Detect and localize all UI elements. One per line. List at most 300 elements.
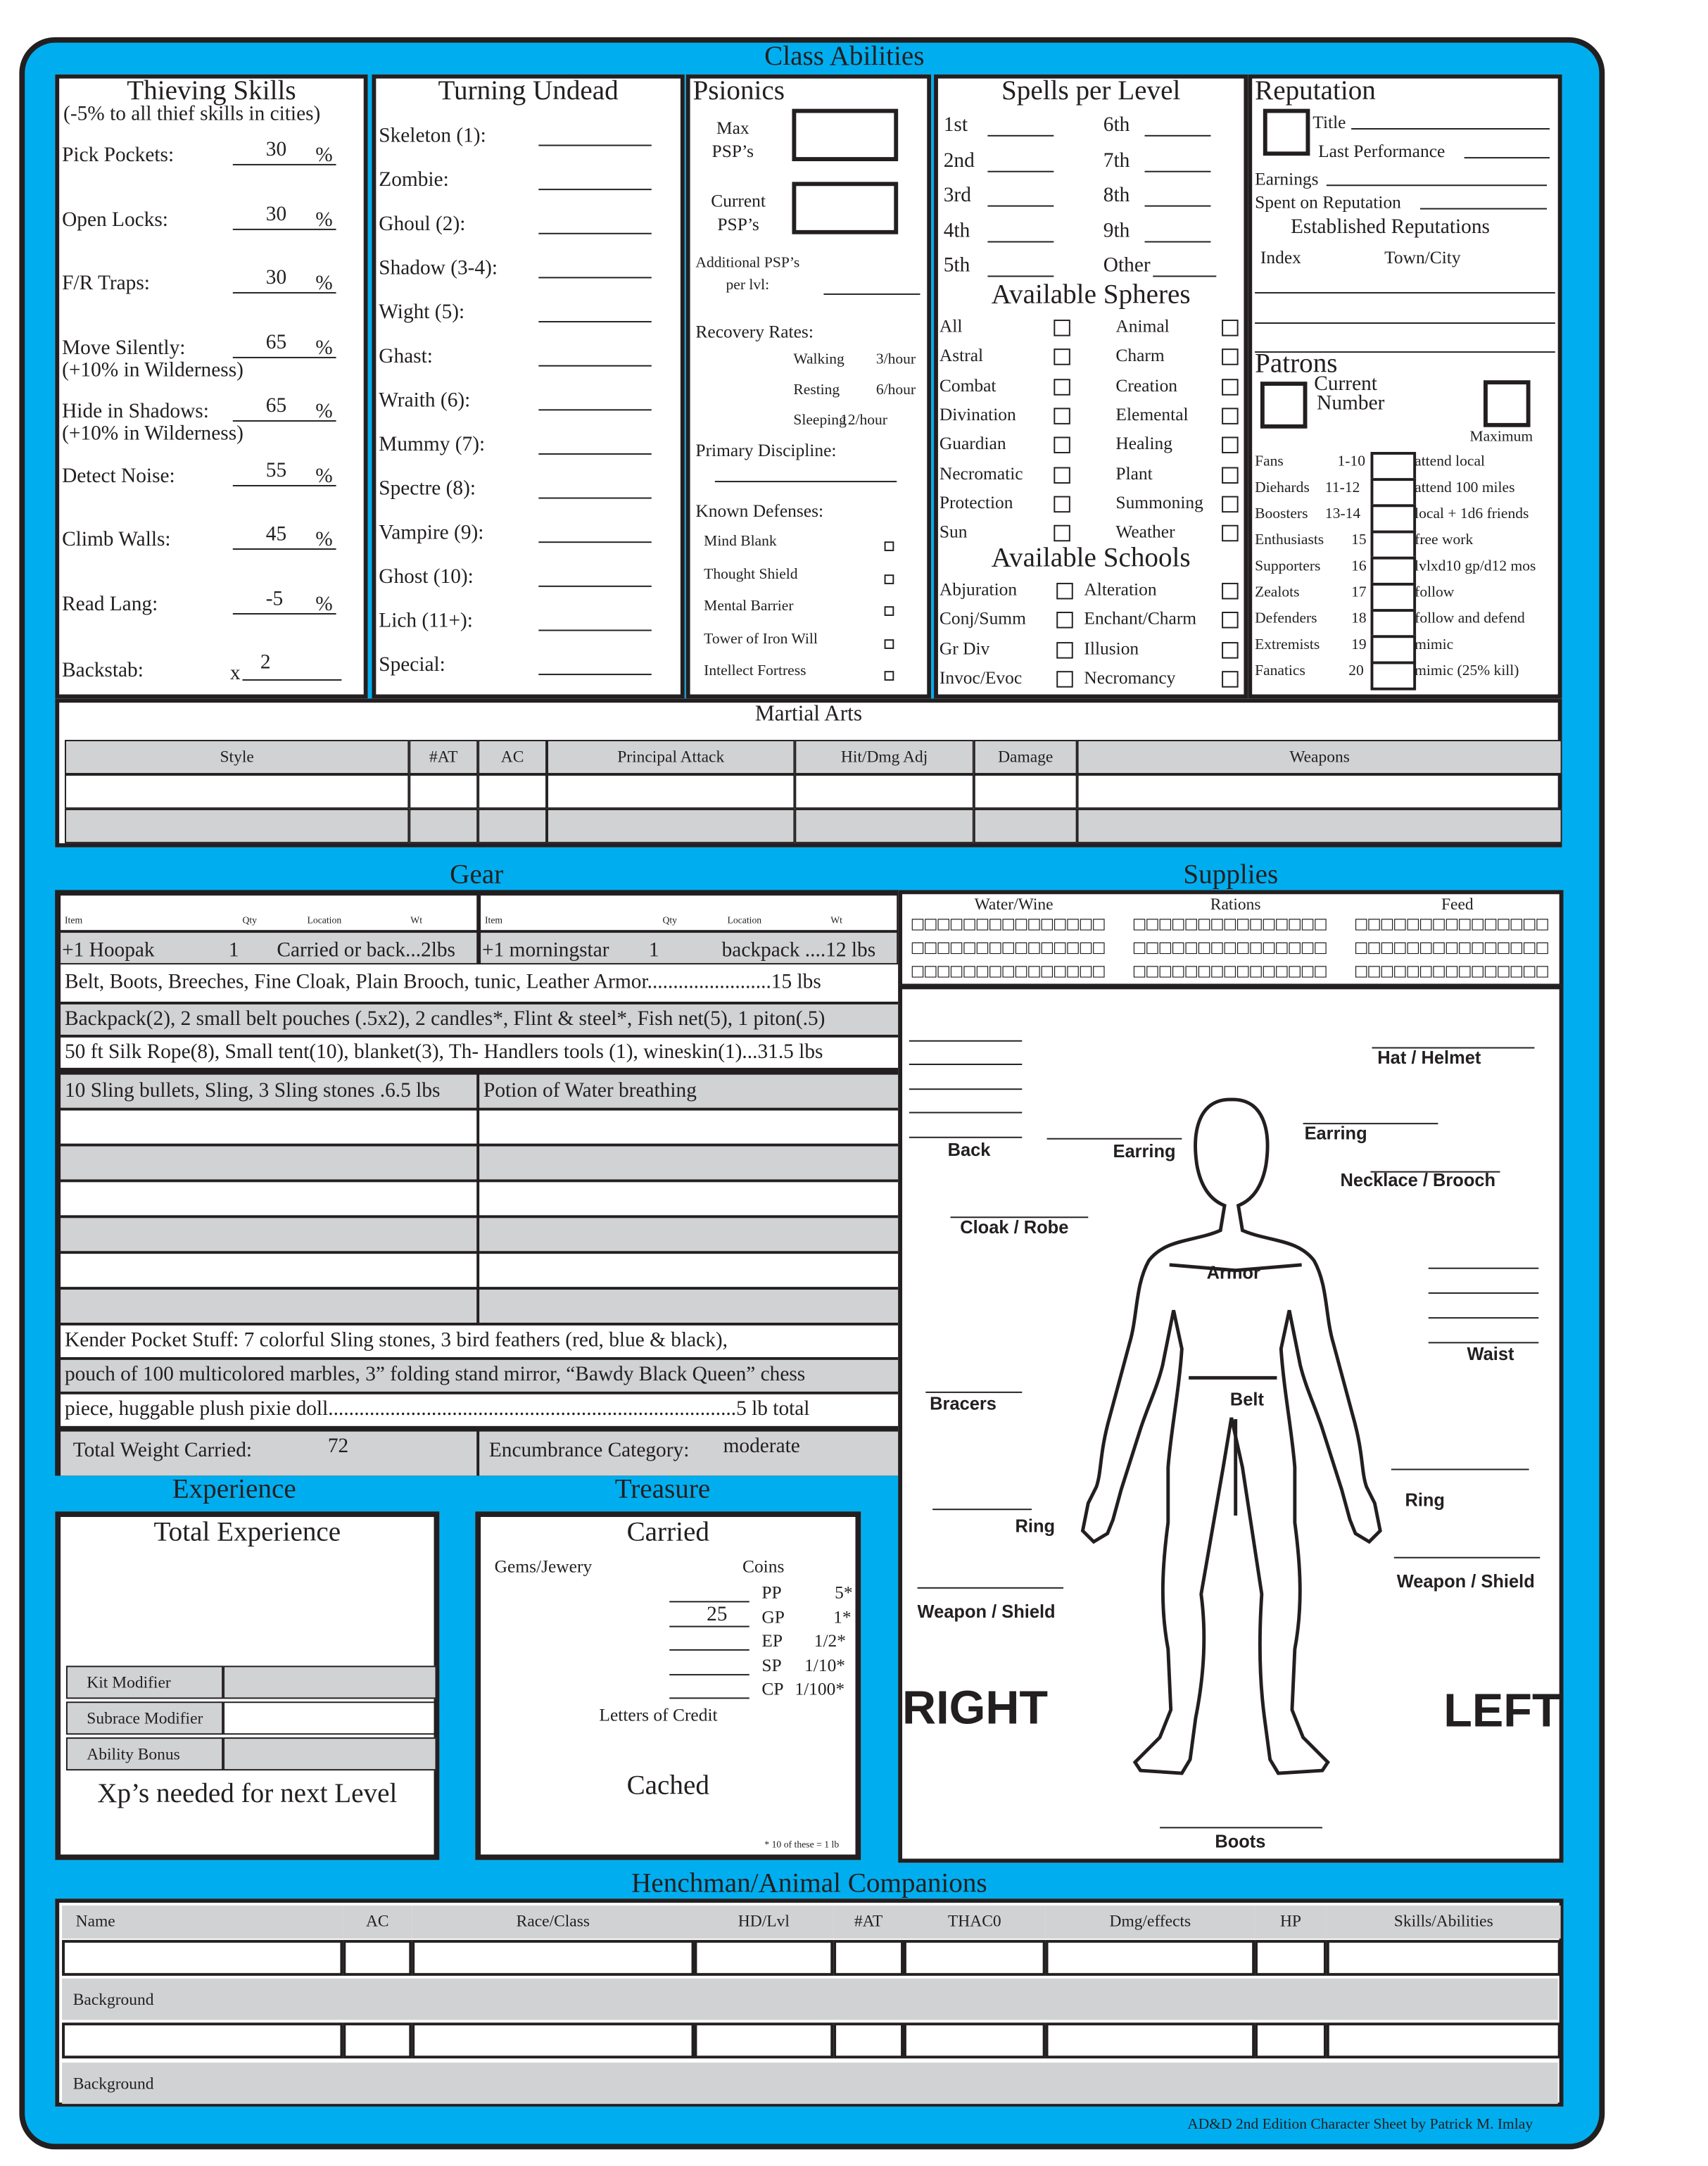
slot-write-line[interactable] (918, 1587, 1063, 1589)
undead-label: Lich (11+): (379, 610, 473, 633)
skill-label: Pick Pockets: (62, 144, 175, 167)
established-reputation-field[interactable] (1255, 292, 1555, 294)
school-label: Alteration (1084, 579, 1157, 600)
modifier-label: Subrace Modifier (66, 1701, 223, 1734)
martial-cell[interactable] (65, 809, 409, 843)
sphere-checkbox[interactable] (1222, 408, 1238, 424)
slot-write-line[interactable] (1160, 1827, 1322, 1828)
undead-label: Zombie: (379, 169, 449, 192)
additional-psp-field[interactable] (823, 294, 920, 295)
coin-code: CP (761, 1677, 784, 1699)
henchman-cell[interactable] (904, 1940, 1046, 1976)
spell-level-field[interactable] (987, 206, 1054, 207)
patron-count-box[interactable] (1371, 557, 1417, 586)
undead-field[interactable] (538, 629, 651, 631)
supply-checkbox-row: □□□□□□□□□□□□□□□ (910, 914, 1105, 933)
henchman-cell[interactable] (412, 1940, 694, 1976)
sphere-label: Sun (939, 521, 968, 542)
spent-field[interactable] (1420, 208, 1547, 210)
patron-count-box[interactable] (1371, 583, 1417, 612)
slot-write-line[interactable] (909, 1064, 1022, 1065)
class-abilities-title: Class Abilities (764, 41, 925, 72)
known-defenses-label: Known Defenses: (695, 500, 824, 521)
gear-cell[interactable] (61, 1182, 476, 1215)
skill-note: (+10% in Wilderness) (62, 358, 243, 382)
thieving-title: Thieving Skills (127, 75, 296, 106)
spell-level-field[interactable] (1145, 241, 1211, 242)
slot-write-line[interactable] (1429, 1292, 1539, 1294)
gear-title: Gear (450, 860, 504, 890)
gear-line[interactable]: Belt, Boots, Breeches, Fine Cloak, Plain Brooch, tunic, Leather Armor........................15 lbs (61, 964, 898, 1002)
spell-level-field[interactable] (1145, 206, 1211, 207)
earnings-field[interactable] (1327, 184, 1547, 186)
max-psp-box[interactable] (792, 109, 898, 161)
henchman-cell[interactable] (62, 1940, 343, 1976)
skill-label: Move Silently: (62, 336, 186, 359)
defense-checkbox[interactable] (885, 671, 894, 681)
martial-header: Damage (974, 740, 1077, 774)
modifier-field[interactable] (223, 1701, 436, 1734)
martial-title: Martial Arts (754, 703, 863, 726)
gear-header: Wt (410, 914, 423, 926)
undead-field[interactable] (538, 233, 651, 234)
rate-label: Sleeping (793, 412, 847, 429)
undead-label: Mummy (7): (379, 434, 486, 456)
henchman-title: Henchman/Animal Companions (631, 1868, 987, 1899)
skill-label: F/R Traps: (62, 272, 150, 295)
gear-cell[interactable] (61, 1218, 476, 1251)
defense-label: Mental Barrier (704, 598, 794, 615)
henchman-header: THAC0 (904, 1906, 1046, 1939)
spell-level-label: 6th (1103, 114, 1130, 137)
modifier-field[interactable] (223, 1666, 436, 1699)
modifier-field[interactable] (223, 1737, 436, 1770)
sphere-checkbox[interactable] (1054, 320, 1070, 336)
gear-line[interactable]: 50 ft Silk Rope(8), Small tent(10), blanket(3), Th- Handlers tools (1), wineskin(1)...31.5 lbs (61, 1038, 898, 1068)
spell-level-field[interactable] (1153, 275, 1216, 277)
patron-effect: mimic (25% kill) (1415, 662, 1519, 679)
patron-type: Enthusiasts (1255, 531, 1324, 549)
sphere-label: Weather (1115, 521, 1175, 542)
percent-sign: % (315, 593, 333, 615)
slot-write-line[interactable] (1372, 1047, 1534, 1049)
current-number-box[interactable] (1260, 382, 1308, 429)
sphere-label: Animal (1115, 315, 1170, 336)
defense-label: Mind Blank (704, 533, 777, 550)
undead-label: Skeleton (1): (379, 125, 486, 148)
sphere-checkbox[interactable] (1054, 467, 1070, 483)
undead-field[interactable] (538, 541, 651, 543)
reputation-box[interactable] (1263, 109, 1310, 156)
skill-value: 45 (265, 523, 287, 546)
skill-label: Open Locks: (62, 208, 168, 231)
gear-cell[interactable] (61, 1146, 476, 1179)
letters-of-credit-label: Letters of Credit (599, 1704, 718, 1725)
undead-label: Ghost (10): (379, 566, 474, 588)
percent-sign: % (315, 401, 333, 423)
patron-count-box[interactable] (1371, 452, 1417, 481)
gear-header: Item (484, 914, 503, 926)
gear-cell[interactable] (479, 1254, 898, 1287)
slot-write-line[interactable] (909, 1088, 1022, 1090)
martial-header: AC (478, 740, 547, 774)
henchman-cell[interactable] (694, 2022, 833, 2058)
sphere-checkbox[interactable] (1222, 496, 1238, 512)
slot-write-line[interactable] (1303, 1123, 1438, 1124)
henchman-cell[interactable] (1255, 1940, 1327, 1976)
school-checkbox[interactable] (1222, 612, 1238, 629)
martial-cell[interactable] (547, 809, 795, 843)
slot-write-line[interactable] (1391, 1468, 1529, 1470)
school-checkbox[interactable] (1056, 641, 1073, 657)
patron-range: 13-14 (1324, 505, 1361, 522)
martial-cell[interactable] (795, 809, 973, 843)
skill-value: 30 (265, 139, 287, 162)
martial-cell[interactable] (1077, 774, 1562, 809)
body-slot-label: Armor (1206, 1261, 1260, 1283)
patron-effect: mimic (1415, 636, 1454, 653)
rate-label: Resting (793, 382, 840, 398)
coin-weight: 5* (835, 1581, 853, 1603)
treasure-footnote: * 10 of these = 1 lb (764, 1839, 840, 1851)
rate-label: Walking (793, 351, 844, 368)
slot-write-line[interactable] (909, 1112, 1022, 1114)
defense-checkbox[interactable] (885, 541, 894, 551)
patron-type: Extremists (1255, 636, 1320, 653)
sphere-checkbox[interactable] (1222, 349, 1238, 365)
patron-count-box[interactable] (1371, 531, 1417, 560)
sphere-checkbox[interactable] (1222, 437, 1238, 453)
spell-level-label: 7th (1103, 149, 1130, 172)
last-performance-label: Last Performance (1318, 140, 1446, 162)
henchman-background[interactable]: Background (62, 1979, 1558, 2020)
spell-level-field[interactable] (1145, 170, 1211, 172)
slot-write-line[interactable] (909, 1137, 1022, 1138)
additional-psp-label: Additional PSP’s (695, 255, 800, 272)
body-slot-label: Earring (1304, 1123, 1367, 1144)
martial-cell[interactable] (547, 774, 795, 809)
rep-title-label: Title (1312, 111, 1346, 132)
percent-sign: % (315, 144, 333, 167)
number-label: Number (1317, 392, 1385, 415)
rate-value: 3/hour (875, 351, 916, 368)
patron-count-box[interactable] (1371, 609, 1417, 638)
undead-label: Vampire (9): (379, 522, 484, 545)
percent-sign: % (315, 272, 333, 295)
percent-sign: % (315, 336, 333, 359)
spell-level-field[interactable] (987, 170, 1054, 172)
supply-checkbox-row: □□□□□□□□□□□□□□□ (1132, 962, 1327, 980)
coin-field[interactable] (669, 1601, 749, 1602)
body-slot-label: Boots (1215, 1831, 1266, 1852)
henchman-cell[interactable] (343, 2022, 412, 2058)
slot-write-line[interactable] (925, 1392, 1022, 1393)
henchman-cell[interactable] (412, 2022, 694, 2058)
henchman-header: Race/Class (412, 1906, 694, 1939)
footer-credit: AD&D 2nd Edition Character Sheet by Patrick M. Imlay (1187, 2116, 1533, 2133)
patron-effect: lvlxd10 gp/d12 mos (1415, 558, 1536, 575)
current-psp-box[interactable] (792, 182, 898, 234)
patron-type: Diehards (1255, 479, 1310, 496)
coin-field[interactable] (669, 1697, 749, 1699)
patron-type: Supporters (1255, 558, 1321, 575)
sphere-checkbox[interactable] (1054, 378, 1070, 394)
gear-cell[interactable] (479, 1146, 898, 1179)
turning-undead-panel (372, 75, 684, 699)
encumbrance-label: Encumbrance Category: (488, 1440, 690, 1462)
last-performance-field[interactable] (1465, 157, 1550, 158)
supply-column-label: Rations (1210, 894, 1261, 914)
school-checkbox[interactable] (1056, 671, 1073, 687)
martial-cell[interactable] (409, 774, 478, 809)
spell-level-label: 5th (943, 255, 970, 277)
gear-cell[interactable] (479, 1290, 898, 1323)
gear-cell[interactable] (61, 1290, 476, 1323)
gear-cell[interactable] (61, 1254, 476, 1287)
spell-level-label: 8th (1103, 184, 1130, 207)
undead-field[interactable] (538, 498, 651, 499)
henchman-header: Dmg/effects (1046, 1906, 1255, 1939)
sphere-label: Astral (939, 344, 984, 366)
patron-count-box[interactable] (1371, 504, 1417, 533)
martial-header: Style (65, 740, 409, 774)
sphere-label: Elemental (1115, 403, 1189, 424)
spell-level-field[interactable] (987, 241, 1054, 242)
spells-panel (934, 75, 1248, 699)
spell-level-field[interactable] (987, 275, 1054, 277)
martial-cell[interactable] (409, 809, 478, 843)
left-label: LEFT (1443, 1685, 1561, 1738)
kender-line[interactable]: Kender Pocket Stuff: 7 colorful Sling stones, 3 bird feathers (red, blue & black), (61, 1326, 898, 1357)
defense-checkbox[interactable] (885, 574, 894, 584)
slot-write-line[interactable] (1371, 1171, 1500, 1173)
xp-needed-label: Xp’s needed for next Level (97, 1778, 398, 1809)
sphere-checkbox[interactable] (1222, 378, 1238, 394)
henchman-cell[interactable] (1046, 1940, 1255, 1976)
spell-level-field[interactable] (1145, 135, 1211, 137)
maximum-label: Maximum (1469, 428, 1533, 446)
coin-weight: 1* (833, 1606, 852, 1627)
per-lvl-label: per lvl: (726, 277, 770, 294)
treasure-title: Treasure (614, 1474, 711, 1505)
patron-range: 16 (1351, 558, 1367, 575)
henchman-header: #AT (833, 1906, 904, 1939)
gear-header: Qty (242, 914, 258, 926)
body-slot-label: Belt (1229, 1388, 1264, 1410)
sphere-checkbox[interactable] (1222, 525, 1238, 541)
spell-level-label: 1st (943, 114, 968, 137)
gear-item-row[interactable]: Potion of Water breathing (479, 1075, 898, 1108)
sphere-label: Protection (939, 491, 1013, 512)
spells-title: Spells per Level (1001, 75, 1181, 106)
supplies-title: Supplies (1183, 860, 1279, 890)
gear-qty: 1 (228, 939, 239, 962)
sphere-checkbox[interactable] (1054, 496, 1070, 512)
undead-field[interactable] (538, 365, 651, 367)
sphere-checkbox[interactable] (1054, 408, 1070, 424)
henchman-cell[interactable] (1327, 2022, 1561, 2058)
school-label: Conj/Summ (939, 607, 1026, 629)
patron-type: Boosters (1255, 505, 1308, 522)
martial-cell[interactable] (974, 809, 1077, 843)
skill-label: Hide in Shadows: (62, 401, 209, 423)
coin-code: GP (761, 1606, 785, 1627)
slot-write-line[interactable] (1429, 1342, 1539, 1343)
gear-cell[interactable] (479, 1218, 898, 1251)
supply-checkbox-row: □□□□□□□□□□□□□□□ (1132, 914, 1327, 933)
spell-level-label: Other (1103, 255, 1151, 277)
school-checkbox[interactable] (1222, 641, 1238, 657)
current-psp-label: Current PSP’s (711, 190, 766, 234)
backstab-label: Backstab: (62, 660, 144, 682)
slot-write-line[interactable] (1429, 1317, 1539, 1318)
henchman-header: AC (343, 1906, 412, 1939)
martial-cell[interactable] (478, 774, 547, 809)
school-checkbox[interactable] (1056, 583, 1073, 599)
gear-cell[interactable] (479, 1182, 898, 1215)
spheres-title: Available Spheres (991, 279, 1191, 310)
primary-discipline-field[interactable] (715, 481, 897, 482)
henchman-cell[interactable] (904, 2022, 1046, 2058)
encumbrance-value: moderate (723, 1435, 800, 1458)
recovery-label: Recovery Rates: (695, 321, 814, 342)
sphere-checkbox[interactable] (1222, 467, 1238, 483)
patron-count-box[interactable] (1371, 635, 1417, 664)
slot-write-line[interactable] (1429, 1268, 1539, 1269)
gear-line[interactable]: Backpack(2), 2 small belt pouches (.5x2), 2 candles*, Flint & steel*, Fish net(5), 1 piton(.5) (61, 1005, 898, 1035)
body-slot-label: Waist (1467, 1343, 1514, 1364)
established-reputation-field[interactable] (1255, 322, 1555, 324)
body-slot-label: Ring (1405, 1489, 1445, 1511)
henchman-cell[interactable] (62, 2022, 343, 2058)
martial-cell[interactable] (478, 809, 547, 843)
rep-title-field[interactable] (1351, 128, 1550, 130)
sphere-label: All (939, 315, 963, 336)
gear-cell[interactable] (479, 1111, 898, 1144)
school-label: Enchant/Charm (1084, 607, 1197, 629)
gear-panel (55, 890, 898, 1475)
undead-field[interactable] (538, 189, 651, 190)
skill-value: 30 (265, 203, 287, 226)
henchman-cell[interactable] (1255, 2022, 1327, 2058)
patron-effect: follow (1415, 584, 1455, 601)
body-slot-label: Hat / Helmet (1377, 1047, 1481, 1068)
gear-header: Wt (830, 914, 843, 926)
coin-code: PP (761, 1581, 782, 1603)
sphere-checkbox[interactable] (1222, 320, 1238, 336)
spell-level-field[interactable] (987, 135, 1054, 137)
henchman-cell[interactable] (694, 1940, 833, 1976)
slot-write-line[interactable] (1394, 1557, 1540, 1559)
equipment-diagram-panel (898, 985, 1563, 1863)
henchman-cell[interactable] (833, 1940, 904, 1976)
gear-item-row[interactable]: 10 Sling bullets, Sling, 3 Sling stones .6.5 lbs (61, 1075, 476, 1108)
undead-field[interactable] (538, 409, 651, 410)
coin-weight: 1/100* (795, 1677, 845, 1699)
sphere-checkbox[interactable] (1054, 437, 1070, 453)
martial-cell[interactable] (65, 774, 409, 809)
martial-cell[interactable] (974, 774, 1077, 809)
undead-label: Wraith (6): (379, 389, 471, 413)
backstab-field[interactable] (242, 679, 341, 681)
sphere-label: Creation (1115, 374, 1178, 395)
undead-field[interactable] (538, 674, 651, 675)
sphere-label: Divination (939, 403, 1016, 424)
gear-cell[interactable] (61, 1111, 476, 1144)
undead-label: Shadow (3-4): (379, 258, 498, 280)
slot-write-line[interactable] (909, 1040, 1022, 1042)
coin-field[interactable] (669, 1649, 749, 1651)
school-label: Abjuration (939, 579, 1018, 600)
gems-label: Gems/Jewery (494, 1555, 593, 1577)
henchman-header: Skills/Abilities (1327, 1906, 1561, 1939)
sphere-label: Charm (1115, 344, 1165, 366)
undead-label: Ghoul (2): (379, 213, 466, 236)
gear-location: backpack ....12 lbs (721, 939, 876, 962)
sphere-checkbox[interactable] (1054, 349, 1070, 365)
patron-effect: attend 100 miles (1415, 479, 1515, 496)
psionics-title: Psionics (692, 75, 785, 106)
slot-write-line[interactable] (951, 1216, 1089, 1218)
supply-checkbox-row: □□□□□□□□□□□□□□□ (1354, 962, 1548, 980)
sphere-checkbox[interactable] (1054, 525, 1070, 541)
supply-column-label: Feed (1441, 894, 1474, 914)
supply-checkbox-row: □□□□□□□□□□□□□□□ (1354, 914, 1548, 933)
henchman-cell[interactable] (343, 1940, 412, 1976)
patron-range: 11-12 (1324, 479, 1360, 496)
undead-field[interactable] (538, 145, 651, 146)
current-label: Current (1314, 373, 1377, 396)
henchman-background[interactable]: Background (62, 2063, 1558, 2104)
slot-write-line[interactable] (1047, 1138, 1182, 1140)
kender-line[interactable]: piece, huggable plush pixie doll...............................................................................5 lb total (61, 1394, 898, 1426)
undead-field[interactable] (538, 277, 651, 278)
henchman-cell[interactable] (1327, 1940, 1561, 1976)
percent-sign: % (315, 465, 333, 487)
spell-level-label: 3rd (943, 184, 971, 207)
reputation-panel (1248, 75, 1562, 699)
cached-label: Cached (626, 1770, 709, 1801)
martial-cell[interactable] (1077, 809, 1562, 843)
patron-range: 17 (1351, 584, 1367, 601)
experience-title: Experience (172, 1474, 296, 1505)
school-label: Necromancy (1084, 667, 1176, 688)
school-checkbox[interactable] (1222, 671, 1238, 687)
kender-line[interactable]: pouch of 100 multicolored marbles, 3” folding stand mirror, “Bawdy Black Queen” chess (61, 1360, 898, 1392)
undead-field[interactable] (538, 453, 651, 455)
patron-count-box[interactable] (1371, 478, 1417, 507)
school-checkbox[interactable] (1222, 583, 1238, 599)
defense-checkbox[interactable] (885, 638, 894, 648)
henchman-cell[interactable] (833, 2022, 904, 2058)
undead-label: Special: (379, 654, 445, 677)
coin-field[interactable] (669, 1673, 749, 1675)
patron-type: Defenders (1255, 610, 1317, 627)
undead-field[interactable] (538, 586, 651, 587)
undead-field[interactable] (538, 321, 651, 322)
patron-count-box[interactable] (1371, 662, 1417, 691)
treasure-panel (475, 1511, 861, 1860)
slot-write-line[interactable] (932, 1509, 1032, 1510)
patron-range: 19 (1351, 636, 1367, 653)
martial-header: Weapons (1077, 740, 1562, 774)
maximum-box[interactable] (1484, 380, 1531, 427)
modifier-label: Ability Bonus (66, 1737, 223, 1770)
school-checkbox[interactable] (1056, 612, 1073, 629)
martial-cell[interactable] (795, 774, 973, 809)
henchman-cell[interactable] (1046, 2022, 1255, 2058)
defense-checkbox[interactable] (885, 606, 894, 616)
